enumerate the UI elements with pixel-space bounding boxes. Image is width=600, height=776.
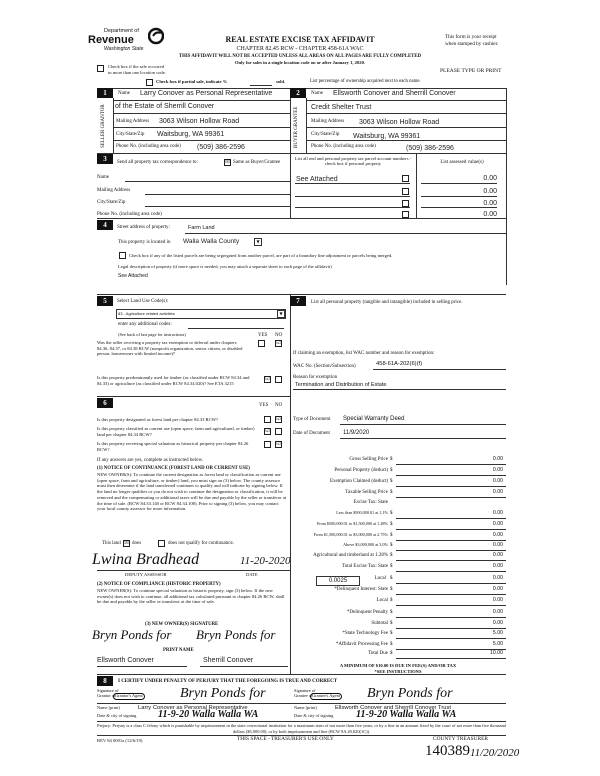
grantor-date-label: Date & city of signing <box>97 713 137 718</box>
qualifies-checkbox[interactable]: ☒ <box>124 540 129 546</box>
segregated-label: Check box if any of the listed parcels are being segregated from another parcel, are part of a boundary line adjustment or parcels being merged. <box>129 253 393 258</box>
assessed-value-field[interactable]: 0.00 <box>483 200 497 207</box>
buyer-label-divider <box>306 98 307 153</box>
seller-city-field[interactable]: Waitsburg, WA 99361 <box>157 131 225 138</box>
corr-city-label: City/State/Zip <box>97 200 126 205</box>
dollar-sign: $ <box>390 543 393 548</box>
seller-phone-label: Phone No. (including area code) <box>116 144 181 149</box>
parcel-header: List all real and personal property tax parcel account numbers - check box if personal property <box>294 156 412 167</box>
multi-location-checkbox[interactable] <box>97 65 104 72</box>
seller-label-divider <box>113 98 114 153</box>
same-as-buyer-checkbox[interactable]: ☒ <box>225 159 230 165</box>
field-underline <box>97 666 187 667</box>
dollar-sign: $ <box>390 457 393 462</box>
land-use-selected: 83 - Agriculture related activities <box>118 311 175 316</box>
dollar-sign: $ <box>390 576 393 581</box>
field-underline <box>306 140 506 141</box>
form-revision: REV 84 0001a (12/6/19) <box>97 738 143 743</box>
buyer-phone-field[interactable]: (509) 386-2596 <box>406 145 454 152</box>
buyer-phone-label: Phone No. (including area code) <box>311 144 376 149</box>
parcel-number-field[interactable] <box>295 207 410 208</box>
finance-label: *State Technology Fee <box>342 631 388 636</box>
does-label: does <box>132 541 142 546</box>
receipt-note-2: when stamped by cashier. <box>445 41 499 47</box>
finance-label: Personal Property (deduct) <box>334 468 388 473</box>
please-type-note: PLEASE TYPE OR PRINT <box>440 68 502 74</box>
print-name-1-field[interactable]: Ellsworth Conover <box>97 657 154 664</box>
dollar-sign: $ <box>390 587 393 592</box>
seller-name-label: Name <box>118 91 130 96</box>
field-underline <box>396 475 506 476</box>
field-underline <box>396 594 506 595</box>
yes-header: YES <box>258 333 268 338</box>
finance-value-field[interactable]: 0.00 <box>492 597 503 603</box>
finance-label: Local <box>376 598 388 603</box>
local-rate-box[interactable] <box>316 576 360 586</box>
see-back-note: (See back of last page for instructions) <box>118 332 186 337</box>
finance-value-field[interactable]: 0.00 <box>492 510 503 516</box>
forest-land-question: Is this property designated as forest land per chapter 84.33 RCW? <box>97 417 219 422</box>
completion-warning: THIS AFFIDAVIT WILL NOT BE ACCEPTED UNLESS ALL AREAS ON ALL PAGES ARE FULLY COMPLETED <box>178 54 422 59</box>
section-divider <box>97 721 506 722</box>
finance-value-field[interactable]: 0.00 <box>492 563 503 569</box>
finance-value-field[interactable]: 5.00 <box>492 641 503 647</box>
current-use-yes-checkbox[interactable]: ☑ <box>265 428 270 434</box>
assessor-date: 11-20-2020 <box>240 555 291 567</box>
county-dropdown-chevron-icon[interactable]: ▼ <box>254 238 262 246</box>
minimum-due-note: A MINIMUM OF $10.00 IS DUE IN FEE(S) AND/OR TAX <box>339 663 457 668</box>
q1-yes-checkbox[interactable] <box>258 340 265 347</box>
finance-label: *Delinquent Penalty <box>347 610 388 615</box>
seller-city-label: City/State/Zip <box>116 132 145 137</box>
date-label: DATE <box>246 572 258 577</box>
signature-line <box>97 570 290 571</box>
finance-value-field[interactable]: 0.00 <box>492 542 503 548</box>
wac-label: WAC No. (Section/Subsection) <box>293 364 356 369</box>
receipt-number: 140389 <box>425 743 470 759</box>
buyer-name-field-2[interactable]: Credit Shelter Trust <box>311 104 372 111</box>
single-location-note: Only for sales in a single location code on or after January 1, 2020. <box>234 60 366 65</box>
land-use-chevron-icon[interactable]: ▼ <box>277 310 285 318</box>
finance-value-field[interactable]: 0.00 <box>492 552 503 558</box>
current-use-no-checkbox[interactable] <box>275 428 282 435</box>
parcel-number-field[interactable]: See Attached <box>296 176 338 183</box>
q1-no-checkbox[interactable]: ☑ <box>276 340 281 346</box>
finance-label: Taxable Selling Price <box>345 490 388 495</box>
dollar-sign: $ <box>390 511 393 516</box>
finance-label: *Affidavit Processing Fee <box>335 642 388 647</box>
form-subtitle: CHAPTER 82.45 RCW - CHAPTER 458-61A WAC <box>236 46 364 52</box>
section-7-number: 7 <box>290 296 306 306</box>
personal-property-checkbox[interactable] <box>402 211 409 218</box>
grantor-sig-label-1: Signature of <box>97 688 119 693</box>
personal-property-checkbox[interactable] <box>402 188 409 195</box>
field-underline <box>421 207 497 208</box>
buyer-mailing-label: Mailing Address <box>311 119 345 124</box>
finance-value-field[interactable]: 0.00 <box>492 478 503 484</box>
field-underline <box>396 464 506 465</box>
dollar-sign: $ <box>390 490 393 495</box>
field-underline <box>396 518 506 519</box>
section-divider <box>97 396 290 397</box>
send-to-label: Send all property tax correspondence to: <box>117 160 198 165</box>
section-4-number: 4 <box>97 220 113 230</box>
located-in-label: This property is located in <box>118 240 171 245</box>
multi-location-label-1: Check box if the sale occurred <box>108 64 164 69</box>
finance-label: Less than $500,000.01 at 1.1% <box>336 510 388 515</box>
multi-location-label-2: in more than one location code. <box>108 70 166 75</box>
section-divider <box>97 674 506 675</box>
if-yes-instruction: If any answers are yes, complete as instructed below. <box>97 458 204 463</box>
section-8-number: 8 <box>97 676 113 686</box>
field-underline <box>113 100 290 101</box>
dollar-sign: $ <box>390 598 393 603</box>
new-owner-signature-title: (3) NEW OWNER(S) SIGNATURE <box>145 622 219 627</box>
finance-label: From $500,000.01 to $1,500,000 at 1.28% <box>316 521 388 526</box>
forest-yes-checkbox[interactable] <box>264 416 271 423</box>
seller-grantor-label: SELLER GRANTOR <box>101 104 106 148</box>
grantor-sig-label-2: Grantor or <box>97 693 116 698</box>
finance-label: Agricultural and timberland at 1.28% <box>313 553 388 558</box>
no-header: NO <box>275 403 283 408</box>
finance-value-field[interactable]: 0.00 <box>492 521 503 527</box>
grantor-date-city: 11-9-20 Walla Walla WA <box>158 709 259 720</box>
dollar-sign: $ <box>390 553 393 558</box>
grantor-name-label: Name (print) <box>97 705 120 710</box>
legal-description-label: Legal description of property (if more space is needed, you may attach a separate sheet to each page of the affidavit) <box>118 264 332 269</box>
document-type-label: Type of Document <box>293 417 331 422</box>
certify-statement: I CERTIFY UNDER PENALTY OF PERJURY THAT THE FOREGOING IS TRUE AND CORRECT <box>118 679 338 684</box>
street-address-label: Street address of property: <box>117 225 170 230</box>
legal-description-field[interactable]: See Attached <box>118 273 148 279</box>
buyer-mailing-field[interactable]: 3063 Wilson Hollow Road <box>359 119 440 126</box>
logo-main-text: Revenue <box>88 34 134 46</box>
finance-value-field[interactable]: 0.00 <box>492 575 503 581</box>
q2-no-checkbox[interactable] <box>275 376 282 383</box>
seller-mailing-field[interactable]: 3063 Wilson Hollow Road <box>159 118 240 125</box>
dollar-sign: $ <box>390 522 393 527</box>
exemption-question: Was the seller receiving a property tax exemption or deferral under chapters 84.36, 84.37, or 84.38 RCW (nonprofit organization, senior citizen, or disabled person, homeowner with limited income)? <box>97 340 243 357</box>
grantors-agent-circled: Grantor's Agent <box>115 693 143 698</box>
historic-no-checkbox[interactable]: ☑ <box>276 441 281 447</box>
exemption-claim-label: If claiming an exemption, list WAC number and reason for exemption: <box>293 351 435 356</box>
deputy-assessor-label: DEPUTY ASSESSOR <box>125 572 167 577</box>
buyer-name-label: Name <box>311 91 323 96</box>
field-underline <box>396 583 506 584</box>
timber-question: Is this property predominantly used for timber (as classified under RCW 84.34 and 84.33) or agriculture (as classified under RCW 84.34.020)? See ETA 3215 <box>97 375 250 386</box>
grantee-name-label: Name (print) <box>294 705 317 710</box>
section-2-number: 2 <box>290 88 306 98</box>
field-underline <box>340 438 506 439</box>
finance-value-field[interactable]: 0.00 <box>492 532 503 538</box>
finance-label: Above $3,000,000 at 3.0% <box>343 542 388 547</box>
signature-line <box>97 703 506 704</box>
segregated-checkbox[interactable] <box>119 252 126 259</box>
grantees-agent-circled: Grantee's Agent <box>312 693 340 698</box>
historic-question: Is this property receiving special valuation as historical property per chapter 84.26 RCW? <box>97 441 249 452</box>
notice-continuance-title: (1) NOTICE OF CONTINUANCE (FOREST LAND OR CURRENT USE) <box>97 466 250 471</box>
grantor-signature: Bryn Ponds for <box>180 686 266 701</box>
field-underline <box>396 529 506 530</box>
receipt-date: 11/20/2020 <box>470 747 520 759</box>
finance-value-field[interactable]: 0.00 <box>492 489 503 495</box>
buyer-name-field[interactable]: Ellsworth Conover and Sherrill Conover <box>333 90 456 97</box>
this-land-label: This land <box>102 541 121 546</box>
dollar-sign: $ <box>390 621 393 626</box>
seller-mailing-label: Mailing Address <box>116 119 150 124</box>
field-underline <box>306 127 506 128</box>
field-underline <box>185 233 506 234</box>
print-name-2-field[interactable]: Sherrill Conover <box>203 657 254 664</box>
field-underline <box>293 389 506 390</box>
finance-value-field[interactable]: 10.00 <box>490 650 503 656</box>
corr-name-label: Name <box>97 175 109 180</box>
section-divider <box>97 294 506 295</box>
corr-name-field[interactable] <box>125 181 290 182</box>
land-use-select[interactable] <box>116 309 286 319</box>
dollar-sign: $ <box>390 642 393 647</box>
document-date-field[interactable]: 11/9/2020 <box>343 430 370 436</box>
receipt-note-1: This form is your receipt <box>445 34 497 40</box>
finance-label: From $1,500,000.01 to $3,000,000 at 2.75% <box>313 532 388 537</box>
field-underline <box>396 497 506 498</box>
finance-label: Total Due <box>368 651 388 656</box>
finance-value-field[interactable]: 0.00 <box>492 620 503 626</box>
field-underline <box>340 424 506 425</box>
assessed-value-field[interactable]: 0.00 <box>483 211 497 218</box>
buyer-city-label: City/State/Zip <box>311 132 340 137</box>
does-not-label: does not qualify for continuance. <box>168 541 234 546</box>
field-underline <box>113 140 290 141</box>
field-underline <box>421 196 497 197</box>
seller-phone-field[interactable]: (509) 386-2596 <box>197 144 245 151</box>
buyer-grantee-label: BUYER GRANTEE <box>294 106 299 148</box>
dollar-sign: $ <box>390 651 393 656</box>
treasurer-use-label: THIS SPACE - TREASURER'S USE ONLY <box>237 736 334 742</box>
local-rate-value: 0.0025 <box>328 578 348 584</box>
partial-sale-label: Check box if partial sale, indicate % <box>156 79 228 84</box>
grantor-name-field[interactable]: Larry Conover as Personal Representative <box>138 705 248 711</box>
no-header: NO <box>275 333 283 338</box>
field-underline <box>113 127 290 128</box>
grantee-name-field[interactable]: Ellsworth Conover and Sherrill Conover Trust <box>335 705 451 711</box>
right-border <box>506 88 507 285</box>
field-underline <box>373 369 506 370</box>
field-underline <box>306 100 506 101</box>
finance-label: Total Excise Tax: State <box>341 564 388 569</box>
assessed-value-field[interactable]: 0.00 <box>483 188 497 195</box>
section-3-number: 3 <box>97 154 113 164</box>
does-not-qualify-checkbox[interactable] <box>158 540 165 547</box>
yes-header: YES <box>259 403 269 408</box>
section-1-number: 1 <box>97 88 113 98</box>
section-divider <box>97 153 506 154</box>
new-owner-signature-2: Bryn Ponds for <box>196 627 276 642</box>
field-underline <box>113 113 290 114</box>
finance-label: Excise Tax: State <box>353 500 388 505</box>
finance-label: Exemption Claimed (deduct) <box>329 479 388 484</box>
section-divider <box>97 218 506 219</box>
seller-name-field[interactable]: Larry Conover as Personal Representative <box>140 90 273 97</box>
county-select[interactable]: Walla Walla County <box>183 238 240 245</box>
partial-sale-checkbox[interactable] <box>146 79 153 86</box>
grantee-sig-label-1: Signature of <box>294 688 316 693</box>
street-address-field[interactable]: Farm Land <box>188 225 215 231</box>
dollar-sign: $ <box>390 533 393 538</box>
finance-label: Gross Selling Price <box>349 457 388 462</box>
document-date-label: Date of Document <box>293 431 330 436</box>
form-title: REAL ESTATE EXCISE TAX AFFIDAVIT <box>225 35 375 44</box>
field-underline <box>396 486 506 487</box>
finance-value-field[interactable]: 5.00 <box>492 630 503 636</box>
finance-label: Subtotal <box>371 621 388 626</box>
finance-value-field[interactable]: 0.00 <box>492 586 503 592</box>
personal-property-checkbox[interactable] <box>402 175 409 182</box>
finance-label: Local <box>374 576 386 581</box>
county-treasurer-label: COUNTY TREASURER <box>433 736 488 742</box>
grantee-date-label: Date & city of signing <box>294 713 334 718</box>
grantee-date-city: 11-9-20 Walla Walla WA <box>356 709 457 720</box>
finance-value-field[interactable]: 0.00 <box>492 609 503 615</box>
field-underline <box>396 571 506 572</box>
field-underline <box>396 540 506 541</box>
additional-codes-label: enter any additional codes: <box>118 322 172 327</box>
personal-property-checkbox[interactable] <box>402 200 409 207</box>
field-underline <box>396 628 506 629</box>
finance-value-field[interactable]: 0.00 <box>492 456 503 462</box>
assessed-value-header: List assessed value(s) <box>440 160 484 165</box>
field-underline <box>396 560 506 561</box>
notice-compliance-body: NEW OWNER(S): To continue special valuation as historic property, sign (3) below. If the new owner(s) does not wish to continue, all additional tax calculated pursuant to chapter 84.26 RCW, shall be due and payable by the seller or transferor at the time of sale. <box>97 588 285 605</box>
perjury-notice: Perjury: Perjury is a class C felony which is punishable by imprisonment in the state correctional institution for a maximum term of not more than five years, or by a fine in an amount fixed by the court of not more than five thousand dollars ($5,000.00), or by both imprisonment and fine (RCW 9A.20.020(1C)). <box>97 723 506 734</box>
assessed-value-field[interactable]: 0.00 <box>483 175 497 182</box>
historic-yes-checkbox[interactable] <box>264 441 271 448</box>
dollar-sign: $ <box>390 564 393 569</box>
finance-value-field[interactable]: 0.00 <box>492 467 503 473</box>
logo-sub-text: Washington State <box>104 46 144 52</box>
sold-label: sold. <box>276 79 286 84</box>
field-underline <box>396 658 506 659</box>
personal-property-label: List all personal property (tangible and intangible) included in selling price. <box>311 300 463 305</box>
corr-city-field[interactable] <box>145 206 290 207</box>
ownership-note: List percentage of ownership acquired next to each name. <box>310 79 421 84</box>
logo-top-text: Department of <box>104 28 139 34</box>
exemption-reason-field[interactable]: Termination and Distribution of Estate <box>295 382 387 388</box>
same-as-buyer-label: Same as Buyer/Grantee <box>233 160 281 165</box>
notice-continuance-body: NEW OWNER(S): To continue the current designation as forest land or classification as current use (open space, farm and agriculture, or timber) land, you must sign on (3) below. The county assessor must then determine if the land transferred continues to qualify and will indicate by signing below. If the land no longer qualifies or you do not wish to continue the designation or classification, it will be removed and the compensating or additional taxes will be due and payable by the seller or transferor at the time of sale. (RCW 84.33.140 or RCW 84.34.108). Prior to signing (3) below, you may contact your local county assessor for more information. <box>97 472 287 512</box>
field-underline <box>396 605 506 606</box>
section-5-number: 5 <box>97 296 113 306</box>
exemption-reason-label: Reason for exemption <box>293 375 338 380</box>
forest-no-checkbox[interactable]: ☑ <box>276 416 281 422</box>
partial-percent-field[interactable] <box>250 85 272 86</box>
field-underline <box>295 183 410 184</box>
corr-phone-label: Phone No. (including area code) <box>97 212 162 217</box>
finance-label: *Delinquent Interest: State <box>334 587 388 592</box>
see-instructions-note: *SEE INSTRUCTIONS <box>374 669 422 674</box>
field-underline <box>396 617 506 618</box>
field-underline <box>200 666 288 667</box>
grantee-sig-label-2: Grantee or <box>294 693 313 698</box>
field-underline <box>421 183 497 184</box>
corr-mailing-label: Mailing Address <box>97 188 131 193</box>
dollar-sign: $ <box>390 631 393 636</box>
section-6-number: 6 <box>97 398 113 408</box>
assessor-signature: Lwina Bradhead <box>92 551 200 568</box>
dollar-sign: $ <box>390 468 393 473</box>
land-use-label: Select Land Use Code(s): <box>117 299 169 304</box>
additional-codes-field[interactable] <box>188 328 284 329</box>
field-underline <box>306 113 506 114</box>
field-underline <box>396 638 506 639</box>
new-owner-signature-1: Bryn Ponds for <box>92 627 172 642</box>
seller-name-field-2[interactable]: of the Estate of Sherrill Conover <box>115 103 215 110</box>
buyer-city-field[interactable]: Waitsburg, WA 99361 <box>353 133 421 140</box>
print-name-label: PRINT NAME <box>163 648 194 653</box>
document-type-field[interactable]: Special Warranty Deed <box>343 416 405 422</box>
grantee-signature: Bryn Ponds for <box>367 686 453 701</box>
q2-yes-checkbox[interactable]: ☑ <box>265 376 270 382</box>
field-underline <box>396 550 506 551</box>
current-use-question: Is this property classified as current use (open space, farm and agricultural, or timber) land per chapter 84.34 RCW? <box>97 426 255 437</box>
dollar-sign: $ <box>390 610 393 615</box>
wac-field[interactable]: 458-61A-202(6)(f) <box>376 361 423 367</box>
corr-mailing-field[interactable] <box>145 194 290 195</box>
dollar-sign: $ <box>390 479 393 484</box>
column-divider <box>416 153 417 218</box>
notice-compliance-title: (2) NOTICE OF COMPLIANCE (HISTORIC PROPERTY) <box>97 582 221 587</box>
parcel-number-field[interactable] <box>295 196 410 197</box>
dor-logo-mark-icon <box>148 27 164 45</box>
